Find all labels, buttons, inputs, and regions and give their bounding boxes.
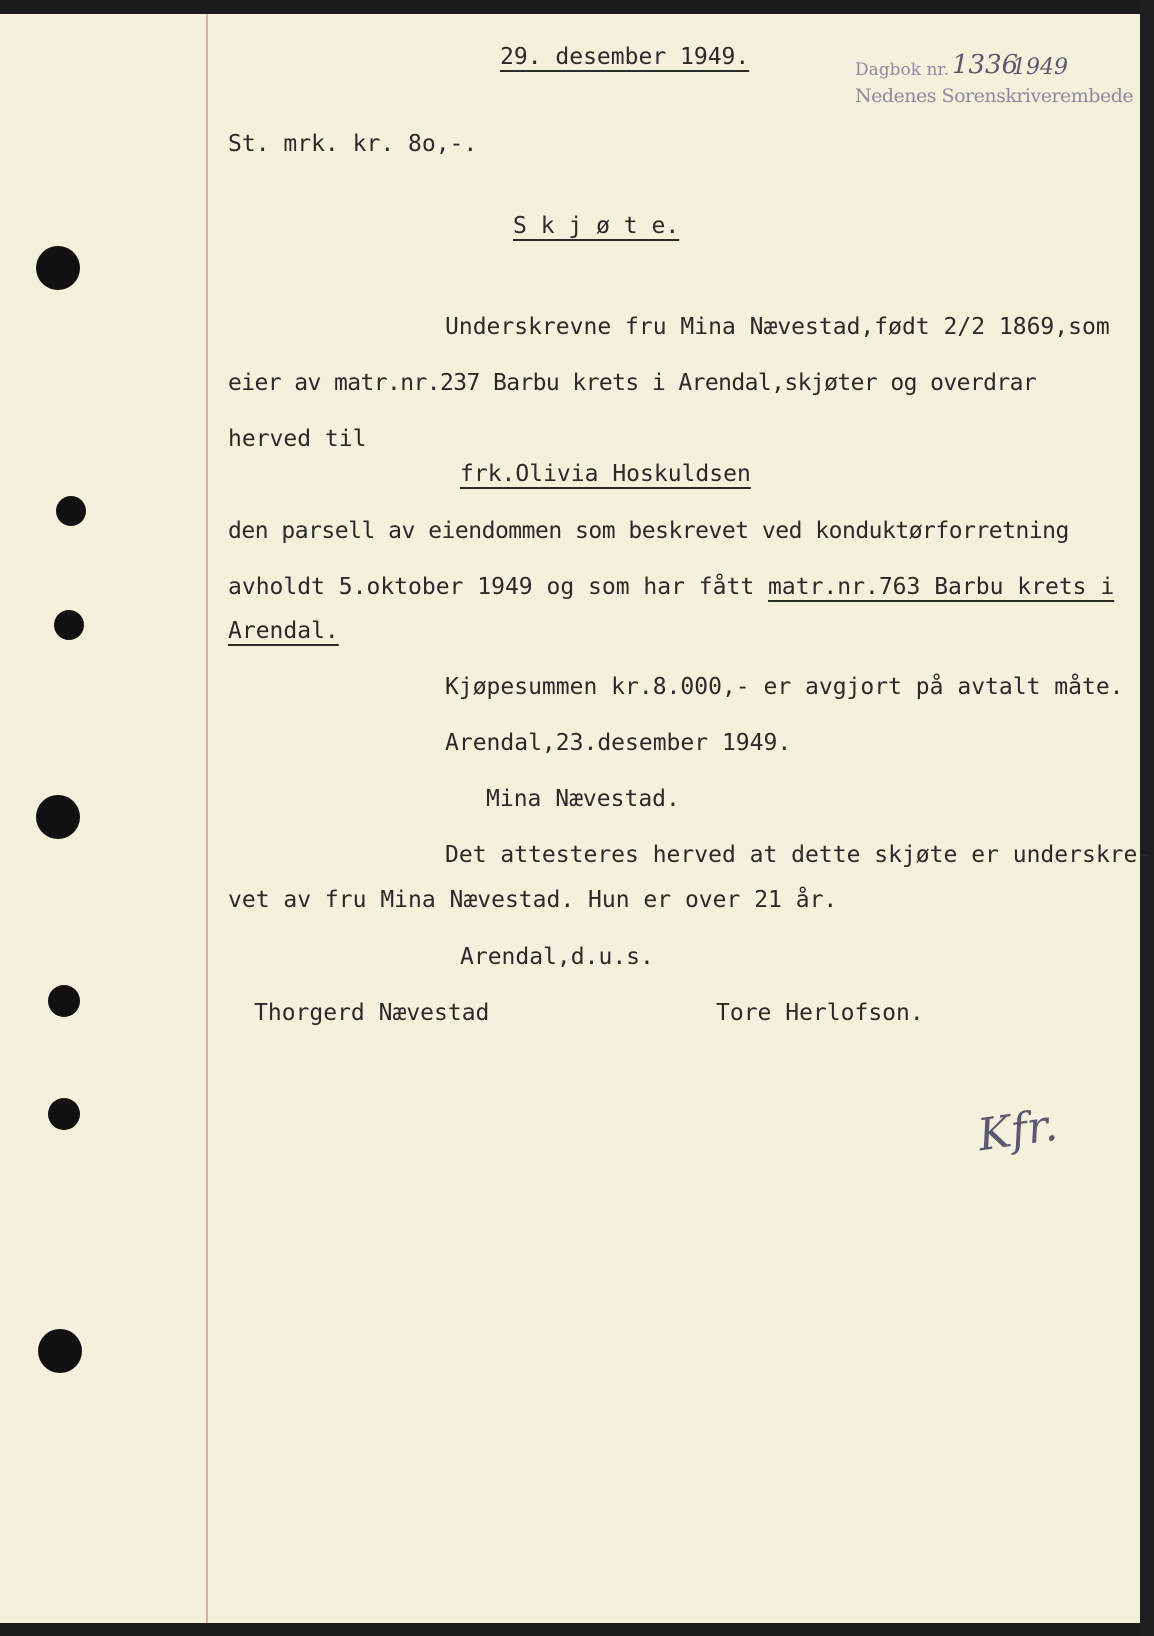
new-parcel-number: matr.nr.763 Barbu krets i [768,574,1115,600]
registry-stamp-label: Dagbok nr. [855,60,950,80]
scan-border-right [1140,0,1154,1636]
seller-signature: Mina Nævestad. [486,786,680,812]
scan-border-top [0,0,1154,14]
registry-office: Nedenes Sorenskriverembede [855,85,1134,107]
scan-border-bottom [0,1623,1154,1636]
purchase-price: Kjøpesummen kr.8.000,- er avgjort på avtalt måte. [445,674,1124,700]
body-line-3: herved til [228,426,367,452]
attestation-place: Arendal,d.u.s. [460,944,654,970]
body-line-2: eier av matr.nr.237 Barbu krets i Arendal,skjøter og overdrar [228,370,1037,396]
body-line-4: den parsell av eiendommen som beskrevet ved konduktørforretning [228,518,1069,544]
stamp-fee: St. mrk. kr. 8o,-. [228,131,478,157]
witness-1: Thorgerd Nævestad [254,1000,490,1026]
body-line-1: Underskrevne fru Mina Nævestad,født 2/2 1869,som [445,314,1110,340]
document-title: S k j ø t e. [513,213,680,239]
punch-hole-5 [48,985,80,1017]
registry-number: 1336 [952,50,1019,80]
body-line-5-text: avholdt 5.oktober 1949 og som har fått [228,574,769,600]
place-and-date: Arendal,23.desember 1949. [445,730,792,756]
recipient-name: frk.Olivia Hoskuldsen [460,461,751,487]
attestation-line-2: vet av fru Mina Nævestad. Hun er over 21 år. [228,887,838,913]
document-date: 29. desember 1949. [500,44,750,70]
registry-year: 1949 [1012,55,1068,80]
clerk-initials: Kfr. [974,1099,1061,1162]
punch-hole-4 [36,795,80,839]
attestation-line-1: Det attesteres herved at dette skjøte er underskre- [445,842,1152,868]
margin-rule [206,14,208,1623]
body-line-6: Arendal. [228,618,339,644]
punch-hole-1 [36,246,80,290]
body-line-5 [228,573,1114,601]
punch-hole-3 [54,610,84,640]
punch-hole-2 [56,496,86,526]
witness-2: Tore Herlofson. [716,1000,924,1026]
punch-hole-6 [48,1098,80,1130]
punch-hole-7 [38,1329,82,1373]
